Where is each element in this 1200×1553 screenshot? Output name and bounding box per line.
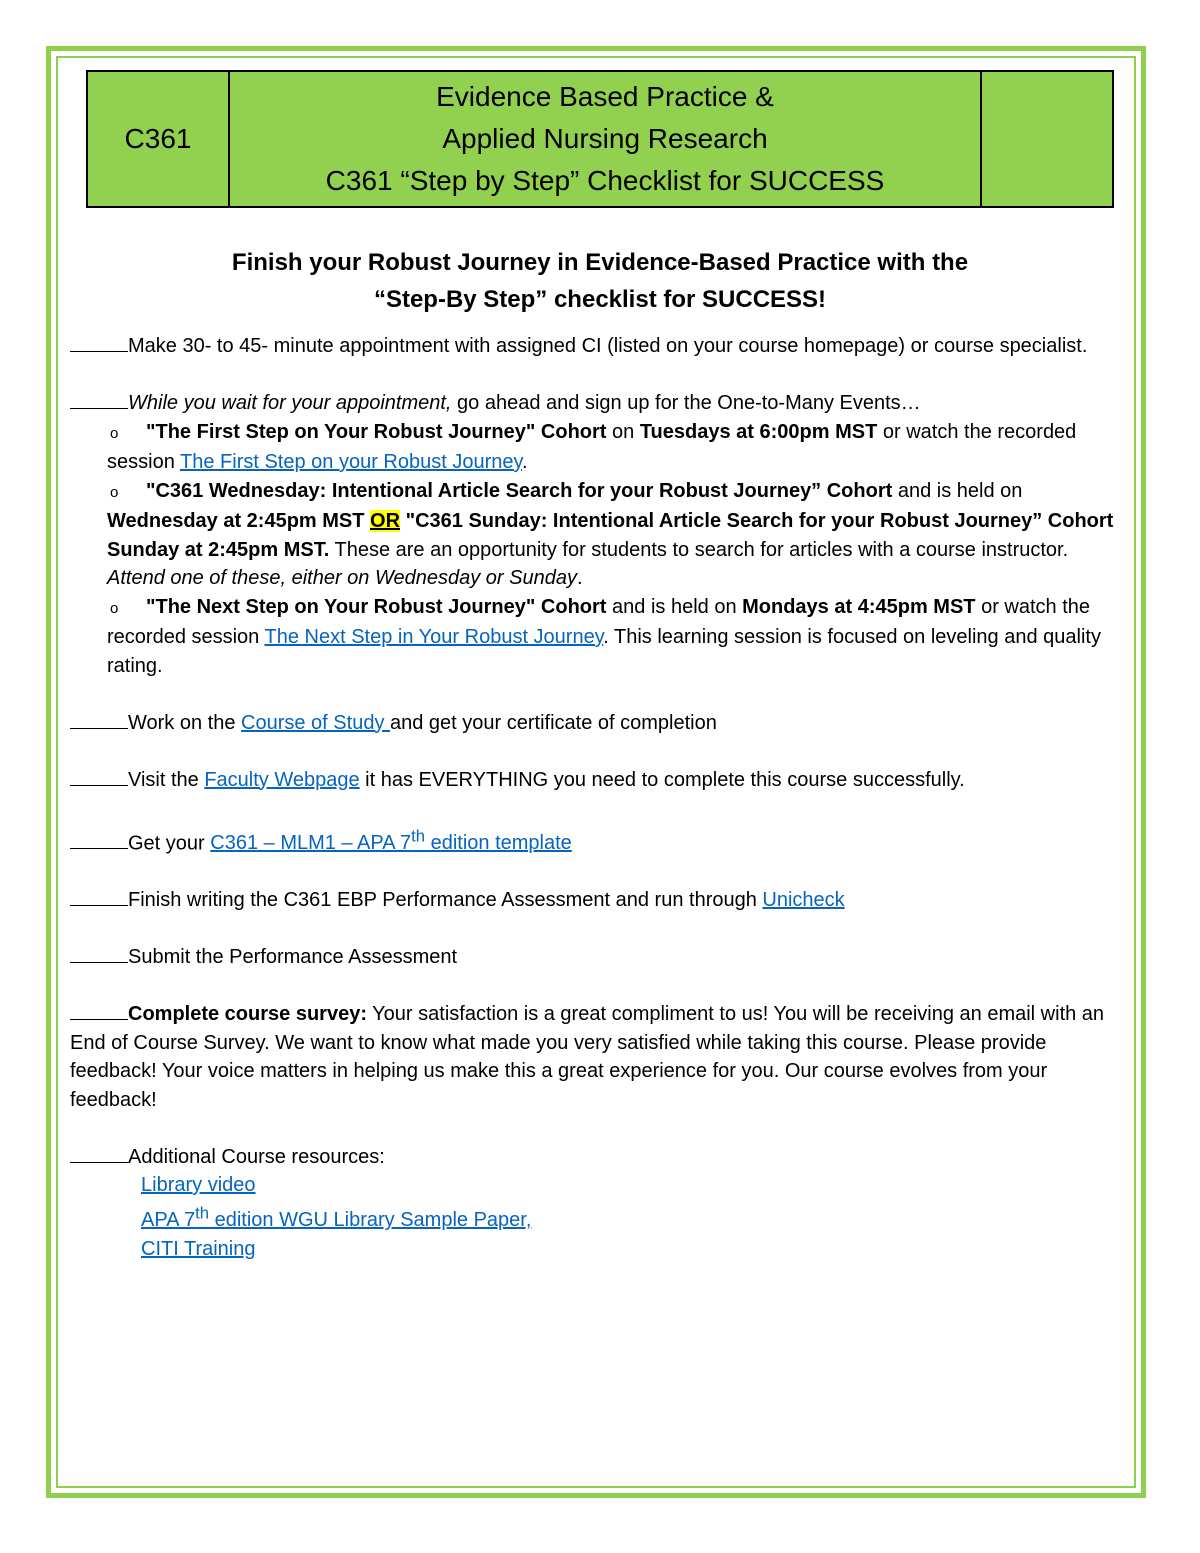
header-title	[229, 71, 981, 207]
checklist-item-finish	[70, 886, 1130, 915]
check-blank	[70, 767, 128, 786]
event-title: "C361 Wednesday: Intentional Article Search for your Robust Journey” Cohort	[146, 479, 893, 502]
item-text: Your satisfaction is a great compliment to us! You will be receiving an email with an End of Course Survey. We want to know what made you very satisfied while taking this course. Please provide feedback! Your voice matters in helping us make this a great experience for you. Our course evolves from your feedback!	[70, 1003, 1105, 1111]
event-time: Mondays at 4:45pm MST	[742, 595, 976, 618]
link-text: C361 – MLM1 – APA 7	[210, 832, 412, 855]
item-title: Complete course survey:	[128, 1003, 367, 1026]
checklist-item-resources	[70, 1143, 1130, 1264]
resources-list	[70, 1171, 1130, 1263]
check-blank	[70, 1001, 128, 1020]
event-text: These are an opportunity for students to search for articles with a course instructor.	[329, 538, 1069, 561]
events-list	[70, 418, 1130, 681]
item-text: Make 30- to 45- minute appointment with assigned CI (listed on your course homepage) or course specialist.	[128, 335, 1088, 357]
next-step-recording-link[interactable]: The Next Step in Your Robust Journey	[264, 626, 604, 648]
checklist-content	[70, 244, 1130, 1292]
checklist-item-survey	[70, 1000, 1130, 1114]
course-code: C361	[87, 71, 229, 207]
item-text: Work on the	[128, 711, 242, 734]
item-text: Additional Course resources:	[128, 1145, 385, 1168]
event-text: or watch the recorded session	[107, 420, 1077, 473]
unicheck-link[interactable]: Unicheck	[762, 889, 845, 912]
event-time: Tuesdays at 6:00pm MST	[639, 420, 878, 443]
check-blank	[70, 390, 128, 409]
checklist-item-events	[70, 389, 1130, 680]
check-blank	[70, 944, 128, 963]
item-text: Submit the Performance Assessment	[128, 946, 458, 969]
item-text: go ahead and sign up for the One-to-Many Events…	[451, 392, 921, 414]
check-blank	[70, 887, 128, 906]
link-text: APA 7	[141, 1209, 196, 1232]
item-text-italic: While you wait for your appointment,	[128, 392, 452, 414]
library-video-link[interactable]: Library video	[141, 1174, 256, 1197]
or-highlight: OR	[370, 510, 401, 532]
event-text: and is held on	[892, 479, 1023, 502]
bullet-icon: o	[110, 424, 119, 442]
link-sup: th	[195, 1203, 210, 1223]
bullet-icon: o	[110, 483, 119, 501]
event-title: "C361 Sunday: Intentional Article Search for your Robust Journey” Cohort Sunday at 2:45pm MST.	[107, 510, 1114, 561]
event-title: "The Next Step on Your Robust Journey" Cohort	[146, 595, 607, 618]
event-first-step	[107, 418, 1130, 477]
checklist-item-course-study	[70, 709, 1130, 738]
item-text: Visit the	[128, 768, 205, 791]
subtitle-line1: Finish your Robust Journey in Evidence-Based Practice with the	[231, 249, 969, 276]
checklist-item-faculty	[70, 766, 1130, 795]
event-title: "The First Step on Your Robust Journey" Cohort	[146, 420, 607, 443]
checklist-item-appointment	[70, 332, 1130, 361]
faculty-webpage-link[interactable]: Faculty Webpage	[204, 768, 360, 791]
header-title-line3: C361 “Step by Step” Checklist for SUCCESS	[325, 165, 885, 196]
event-time: Wednesday at 2:45pm MST	[107, 510, 365, 532]
check-blank	[70, 1144, 128, 1163]
checklist-item-template	[70, 823, 1130, 858]
bullet-icon: o	[110, 599, 119, 617]
first-step-recording-link[interactable]: The First Step on your Robust Journey	[180, 451, 523, 473]
check-blank	[70, 333, 128, 352]
header-title-line1: Evidence Based Practice &	[436, 81, 774, 112]
event-text: . This learning session is focused on leveling and quality rating.	[107, 626, 1101, 677]
event-next-step	[107, 593, 1130, 681]
link-text: edition template	[425, 832, 572, 855]
event-article-search	[107, 477, 1130, 593]
page-subtitle	[70, 244, 1130, 318]
checklist-item-submit	[70, 943, 1130, 972]
subtitle-line2: “Step-By Step” checklist for SUCCESS!	[373, 286, 827, 313]
check-blank	[70, 710, 128, 729]
check-blank	[70, 830, 128, 849]
link-sup: th	[411, 826, 426, 846]
course-of-study-link[interactable]: Course of Study	[241, 711, 390, 734]
header-table	[86, 70, 1114, 208]
event-text: .	[576, 567, 583, 589]
event-text: or watch the recorded session	[107, 595, 1091, 648]
event-note: Attend one of these, either on Wednesday or Sunday	[107, 567, 577, 589]
event-text: .	[522, 451, 528, 473]
link-text: edition WGU Library Sample Paper,	[209, 1209, 532, 1232]
apa-template-link[interactable]	[210, 826, 572, 855]
apa-sample-paper-link[interactable]	[141, 1203, 532, 1232]
header-blank-cell	[981, 71, 1113, 207]
citi-training-link[interactable]: CITI Training	[141, 1237, 256, 1260]
item-text: and get your certificate of completion	[390, 711, 717, 734]
item-text: Finish writing the C361 EBP Performance Assessment and run through	[128, 889, 763, 912]
item-text: Get your	[128, 832, 211, 855]
item-text: it has EVERYTHING you need to complete this course successfully.	[359, 768, 965, 791]
event-text: and is held on	[606, 595, 743, 618]
event-text: on	[606, 420, 640, 443]
header-title-line2: Applied Nursing Research	[442, 123, 768, 154]
